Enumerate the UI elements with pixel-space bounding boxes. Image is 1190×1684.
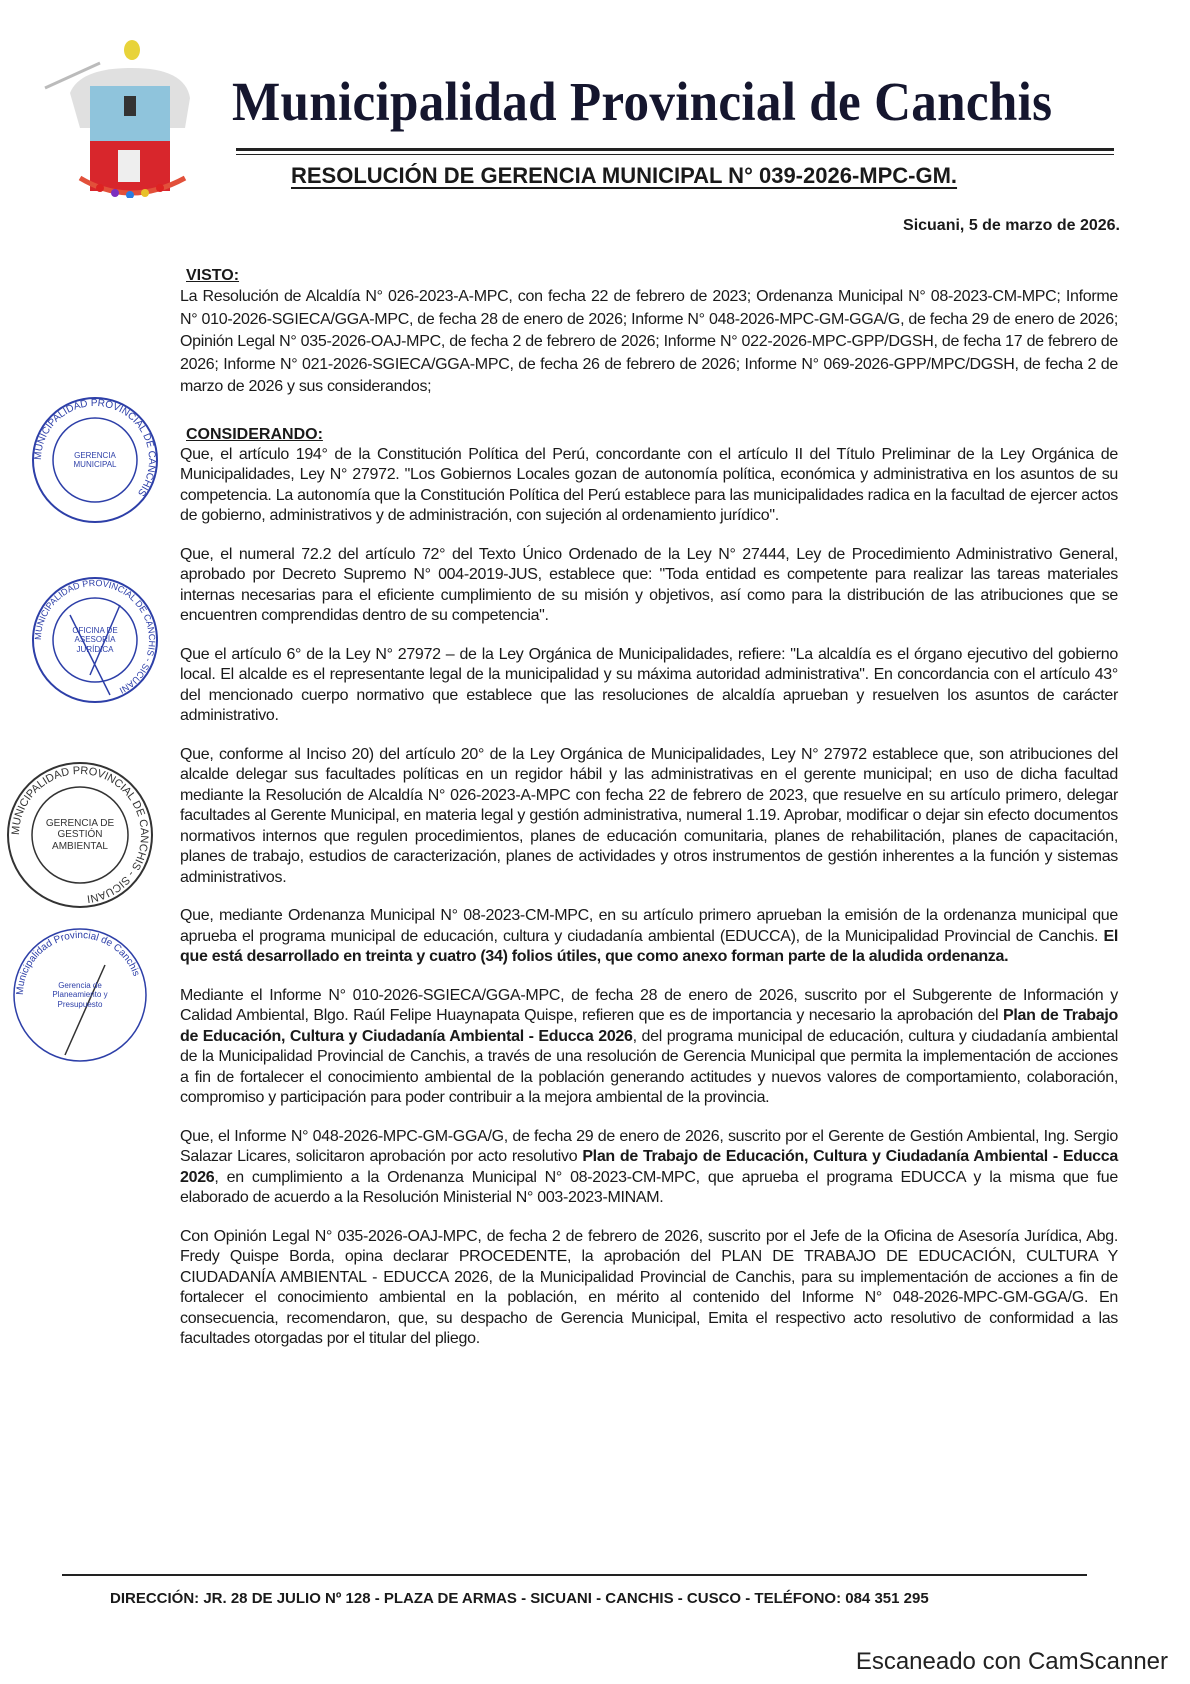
visto-heading: VISTO: bbox=[186, 267, 240, 284]
footer-rule bbox=[62, 1574, 1087, 1576]
document-body bbox=[180, 266, 1118, 1350]
considerando-paragraph-8: Con Opinión Legal N° 035-2026-OAJ-MPC, de fecha 2 de febrero de 2026, suscrito por el Jefe de la Oficina de Asesoría Jurídica, Abg. Fredy Quispe Borda, opina declarar PROCEDENTE, la aprobación del PLAN DE TRABAJO DE EDUCACIÓN, CULTURA Y CIUDADANÍA AMBIENTAL - EDUCCA 2026, de la Municipalidad Provincial de Canchis, para su implementación de acciones a fin de fortalecer el conocimiento ambiental en la población, en mérito al contenido del Informe N° 048-2026-MPC-GM-GGA/G. En consecuencia, recomendaron, que, su despacho de Gerencia Municipal, Emita el respectivo acto resolutivo de conformidad a las facultades otorgadas por el titular del pliego. bbox=[180, 1227, 1118, 1347]
considerando-paragraph-1: Que, el artículo 194° de la Constitución Política del Perú, concordante con el artículo II del Título Preliminar de la Ley Orgánica de Municipalidades, Ley N° 27972. "Los Gobiernos Locales gozan de autonomía política, económica y administrativa en los asuntos de su competencia. La autonomía que la Constitución Política del Perú establece para las municipalidades radica en la facultad de ejercer actos de gobierno, administrativos y de administración, con sujeción al ordenamiento jurídico". bbox=[180, 445, 1118, 524]
considerando-paragraph-2: Que, el numeral 72.2 del artículo 72° del Texto Único Ordenado de la Ley N° 27444, Ley de Procedimiento Administrativo General, aprobado por Decreto Supremo N° 004-2019-JUS, establece que: "Toda entidad es competente para realizar las tareas materiales internas necesarias para el eficiente cumplimiento de su misión y objetivos, así como para la distribución de las atribuciones que se encuentren comprendidas dentro de su competencia". bbox=[180, 545, 1118, 624]
resolution-title: RESOLUCIÓN DE GERENCIA MUNICIPAL N° 039-2026-MPC-GM. bbox=[291, 163, 958, 188]
considerando-paragraph-3: Que el artículo 6° de la Ley N° 27972 – de la Ley Orgánica de Municipalidades, refiere: "La alcaldía es el órgano ejecutivo del gobierno local. El alcalde es el representante legal de la municipalidad y su máxima autoridad administrativa". En concordancia con el artículo 43° del mencionado cuerpo normativo que establece que las resoluciones de alcaldía aprueban y resuelven los asuntos de carácter administrativo. bbox=[180, 645, 1118, 724]
p7-text-c: , en cumplimiento a la Ordenanza Municipal N° 08-2023-CM-MPC, que aprueba el programa EDUCCA y la misma que fue elaborado de acuerdo a la Resolución Ministerial N° 003-2023-MINAM. bbox=[180, 1168, 1118, 1206]
stamp-asesoria-juridica bbox=[30, 575, 160, 705]
considerando-paragraph-4: Que, conforme al Inciso 20) del artículo 20° de la Ley Orgánica de Municipalidades, Ley N° 27972 establece que, son atribuciones del alcalde delegar sus facultades políticas en un regidor hábil y las administrativas en el gerente municipal; en uso de dicha facultad mediante la Resolución de Alcaldía N° 026-2023-A-MPC con fecha 22 de febrero de 2023, que resuelve en su artículo primero, delegar facultades al Gerente Municipal, en materia legal y gestión administrativa, numeral 1.19. Aprobar, modificar o dejar sin efecto documentos normativos internos que regulen procedimientos, planes de educación comunitaria, planes de rehabilitación, planes de capacitación, planes de trabajo, estudios de caracterización, planes de actividades y otros instrumentos de gestión inherentes a la función y sistemas administrativos. bbox=[180, 745, 1118, 886]
stamp-gerencia-municipal bbox=[30, 395, 160, 525]
stamp-center-text: Gerencia de Planeamiento y Presupuesto bbox=[52, 981, 108, 1009]
stamp-center-text: GERENCIA DE GESTIÓN AMBIENTAL bbox=[45, 817, 115, 852]
stamp-ring-text: MUNICIPALIDAD PROVINCIAL DE CANCHIS - SICUANI bbox=[9, 764, 151, 905]
stamp-gestion-ambiental bbox=[5, 760, 155, 910]
stamp-center-text: OFICINA DE ASESORÍA JURÍDICA bbox=[72, 626, 118, 654]
camscanner-watermark: Escaneado con CamScanner bbox=[855, 1648, 1168, 1675]
considerando-heading: CONSIDERANDO: bbox=[186, 425, 323, 443]
considerando-paragraph-7 bbox=[180, 1127, 1118, 1209]
coat-of-arms-logo bbox=[40, 38, 190, 198]
p7-text-a: Que, el Informe N° 048-2026-MPC-GM-GGA/G, de fecha 29 de enero de 2026, suscrito por el Gerente de Gestión Ambiental, Ing. Sergio Salazar Licares, solicitaron aprobación por acto resolutivo bbox=[180, 1127, 1118, 1165]
municipality-title: Municipalidad Provincial de Canchis bbox=[232, 71, 1053, 132]
stamp-ring-text: Municipalidad Provincial de Canchis bbox=[14, 929, 142, 996]
visto-text: La Resolución de Alcaldía N° 026-2023-A-MPC, con fecha 22 de febrero de 2023; Ordenanza Municipal N° 08-2023-CM-MPC; Informe N° 010-2026-SGIECA/GGA-MPC, de fecha 28 de enero de 2026; Informe N° 048-2026-MPC-GM-GGA/G, de fecha 29 de enero de 2026; Opinión Legal N° 035-2026-OAJ-MPC, de fecha 2 de febrero de 2026; Informe N° 022-2026-MPC-GPP/DGSH, de fecha 17 de febrero de 2026; Informe N° 021-2026-SGIECA/GGA-MPC, de fecha 26 de febrero de 2026; Informe N° 069-2026-GPP/MPC/DGSH, de fecha 2 de marzo de 2026 y sus considerandos; bbox=[180, 288, 1118, 395]
considerando-paragraph-5 bbox=[180, 906, 1118, 968]
p5-text: Que, mediante Ordenanza Municipal N° 08-2023-CM-MPC, en su artículo primero aprueban la emisión de la ordenanza municipal que aprueba el programa municipal de educación, cultura y ciudadanía ambiental (EDUCCA), de la Municipalidad Provincial de Canchis. bbox=[180, 907, 1118, 945]
p6-plan-name: Plan de Trabajo de Educación, Cultura y Ciudadanía Ambiental - Educca 2026 bbox=[180, 1007, 1118, 1045]
header-rule-thick bbox=[236, 148, 1114, 151]
p6-text-c: , del programa municipal de educación, cultura y ciudadanía ambiental de la Municipalidad Provincial de Canchis, a través de una resolución de Gerencia Municipal que permita la implementación de acciones a fin de fortalecer el conocimiento ambiental de la población generando actitudes y nuevos valores de comportamiento, colaboración, compromiso y participación para poder contribuir a la mejora ambiental de la provincia. bbox=[180, 1027, 1119, 1106]
stamp-center-text: GERENCIA MUNICIPAL bbox=[73, 450, 117, 469]
stamp-ring-text: MUNICIPALIDAD PROVINCIAL DE CANCHIS - SICUANI bbox=[32, 577, 158, 696]
p7-plan-name: Plan de Trabajo de Educación, Cultura y Ciudadanía Ambiental - Educca 2026 bbox=[180, 1148, 1118, 1186]
considerando-paragraph-6 bbox=[180, 986, 1118, 1109]
footer-address: DIRECCIÓN: JR. 28 DE JULIO Nº 128 - PLAZA DE ARMAS - SICUANI - CANCHIS - CUSCO - TELÉFONO: 084 351 295 bbox=[110, 1590, 929, 1607]
stamp-planeamiento bbox=[10, 925, 150, 1065]
stamp-ring-text: MUNICIPALIDAD PROVINCIAL DE CANCHIS bbox=[32, 397, 158, 498]
p5-bold: El que está desarrollado en treinta y cuatro (34) folios útiles, que como anexo forman parte de la aludida ordenanza. bbox=[180, 927, 1118, 965]
header-rule-thin bbox=[236, 154, 1114, 155]
document-date: Sicuani, 5 de marzo de 2026. bbox=[903, 217, 1120, 234]
p6-text-a: Mediante el Informe N° 010-2026-SGIECA/GGA-MPC, de fecha 28 de enero de 2026, suscrito por el Subgerente de Información y Calidad Ambiental, Blgo. Raúl Felipe Huaynapata Quispe, refieren que es de importancia y necesario la aprobación del bbox=[180, 986, 1118, 1024]
